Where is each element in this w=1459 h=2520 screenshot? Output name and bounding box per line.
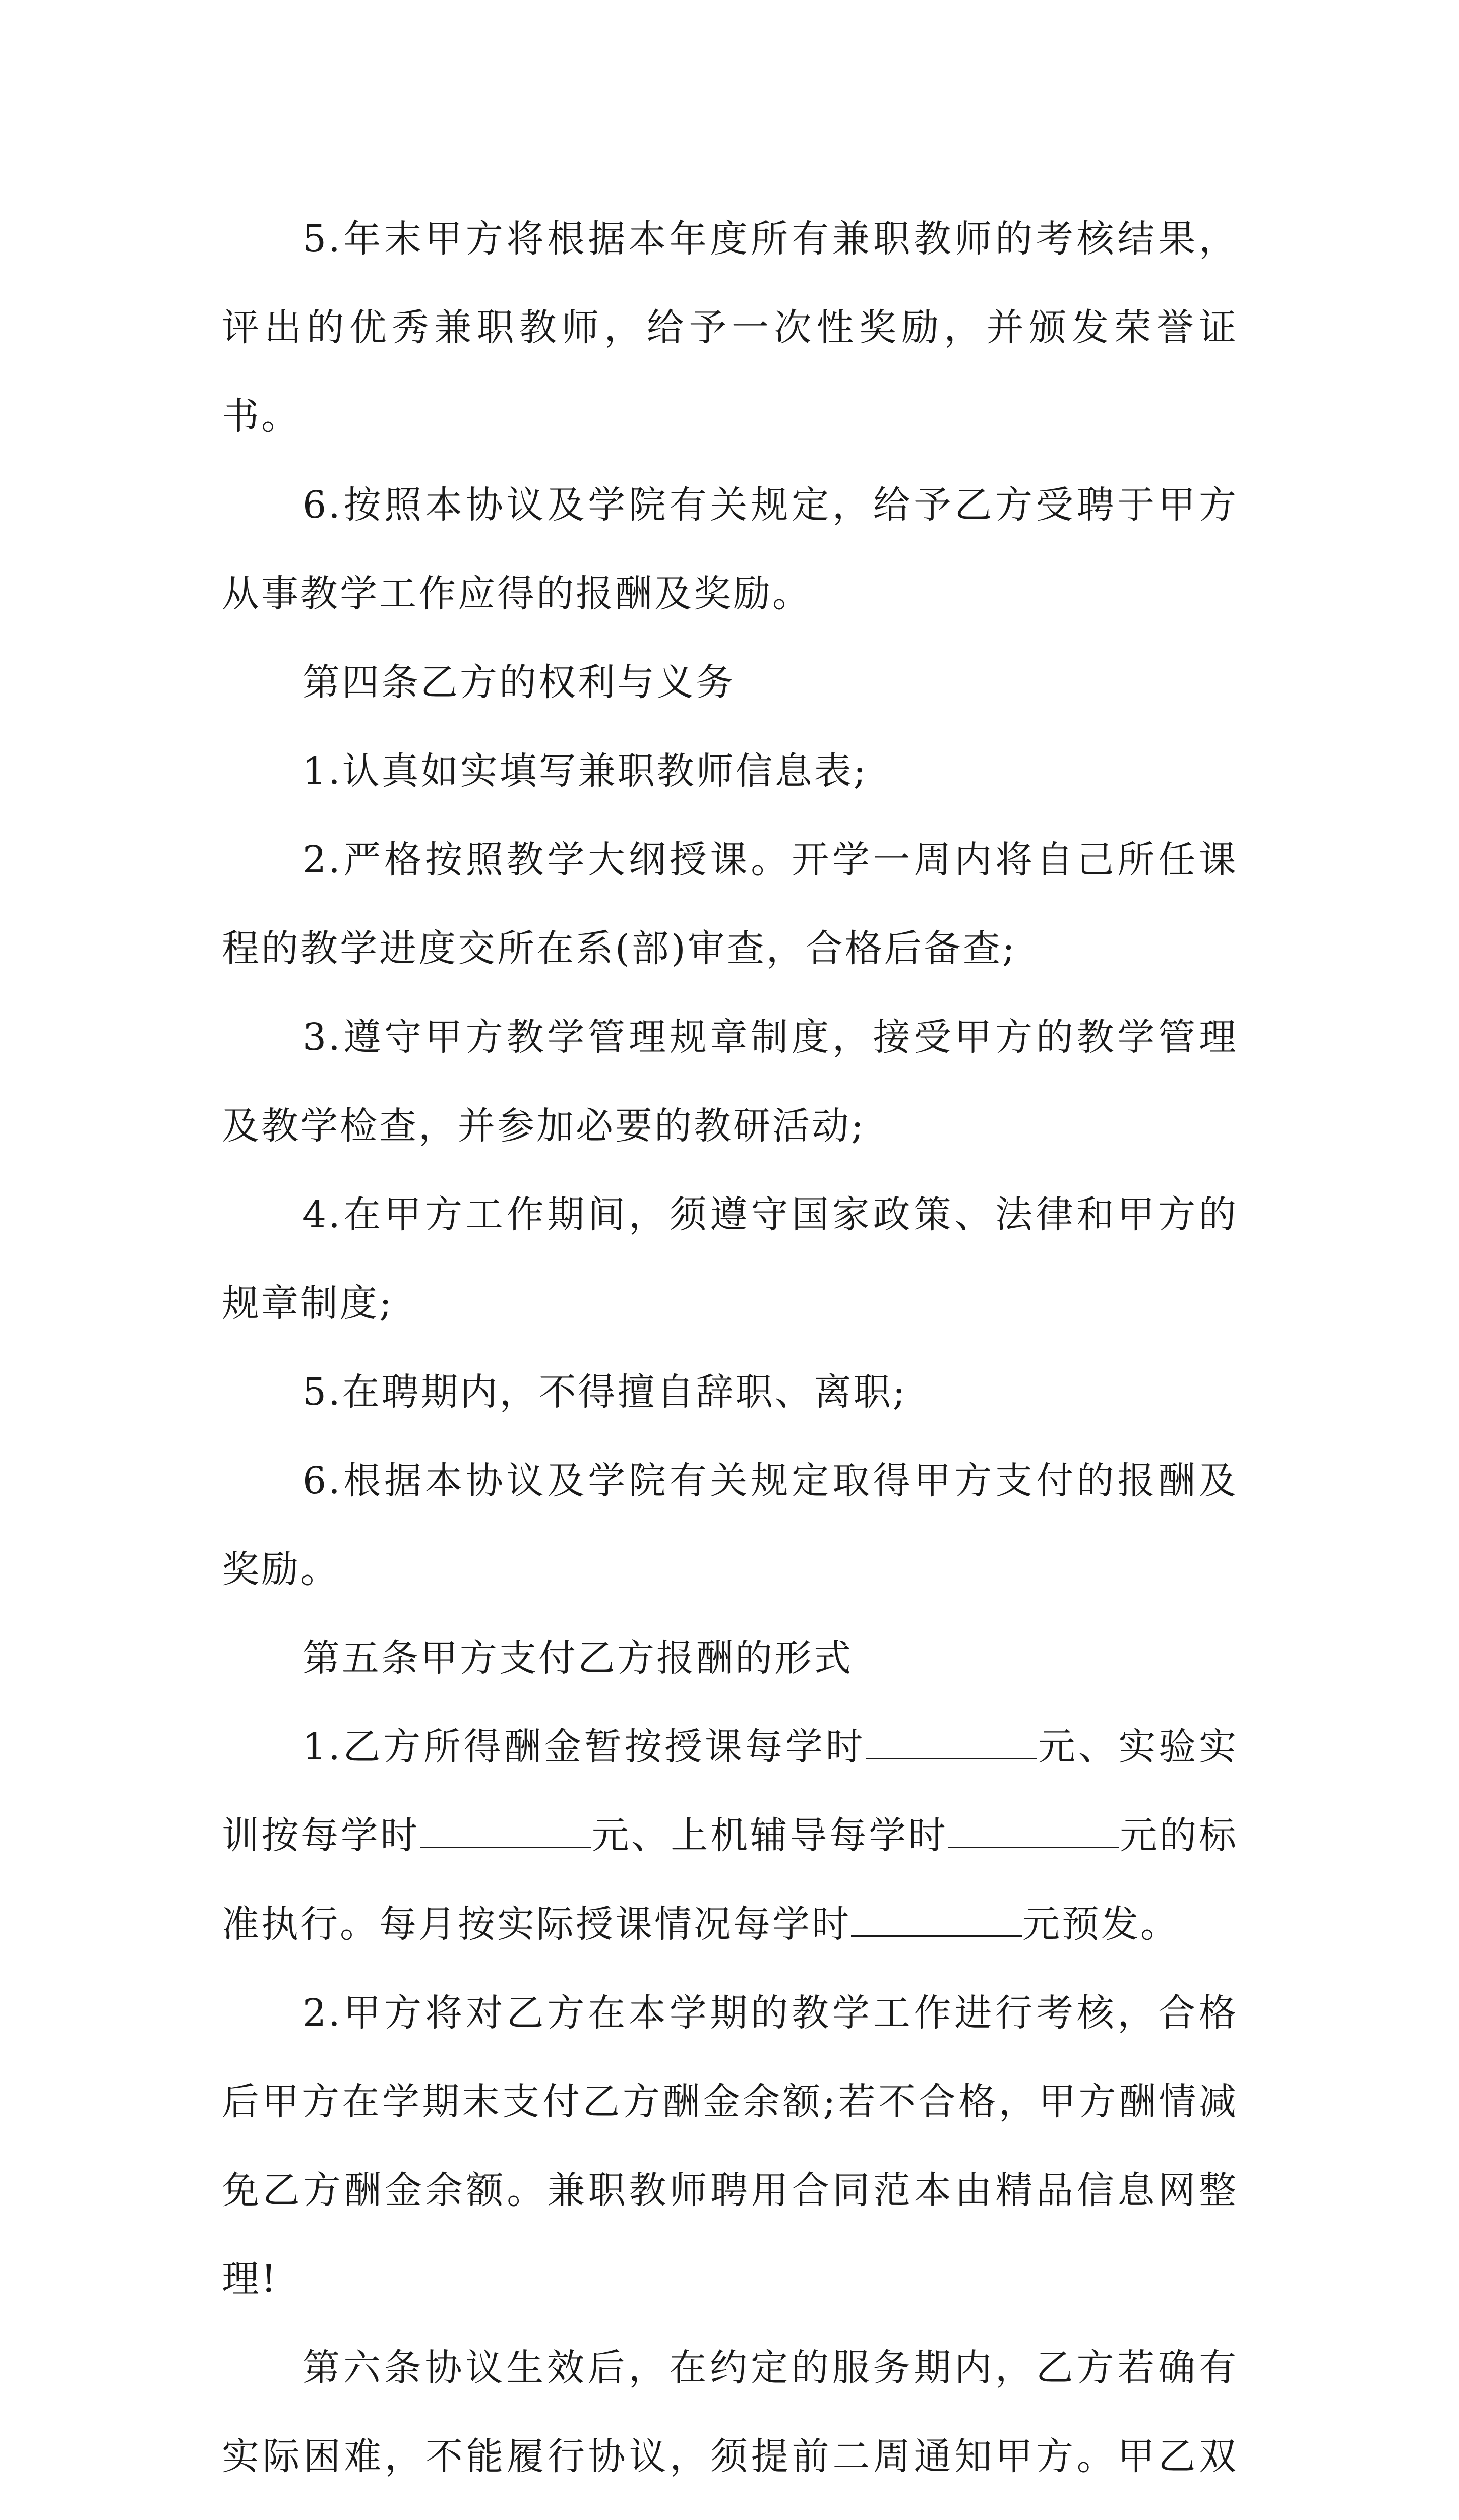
paragraph-remuneration-rights: 6.按照本协议及学院有关规定，给予乙方受聘于甲方从事教学工作应得的报酬及奖励。	[222, 483, 1238, 615]
payment-text-4: 元的标准执行。每月按实际授课情况每学时	[222, 1814, 1239, 1946]
paragraph-teach-syllabus: 2.严格按照教学大纲授课。开学一周内将自己所任课程的教学进度交所在系(部)审查，合格后备查;	[222, 838, 1238, 970]
paragraph-fill-info: 1.认真如实填写兼职教师信息表;	[302, 749, 868, 793]
paragraph-payment-rates	[222, 1703, 1238, 1969]
blank-advance-rate	[851, 1905, 1022, 1937]
paragraph-obey-law: 4.在甲方工作期间，须遵守国家政策、法律和甲方的规章制度;	[222, 1193, 1238, 1325]
blank-lecture-rate	[866, 1728, 1037, 1759]
article-four-heading: 第四条乙方的权利与义务	[302, 661, 735, 704]
paragraph-obey-rules: 3.遵守甲方教学管理规章制度，接受甲方的教学管理及教学检查，并参加必要的教研活动;	[222, 1016, 1238, 1148]
blank-computer-rate	[948, 1816, 1119, 1848]
document-body	[222, 195, 1238, 2520]
paragraph-receive-pay: 6.根据本协议及学院有关规定取得甲方支付的报酬及奖励。	[222, 1459, 1238, 1591]
article-six-paragraph: 第六条协议生效后，在约定的服务期内，乙方若确有实际困难，不能履行协议，须提前二周通知甲方。甲乙双	[222, 2346, 1238, 2478]
blank-lab-rate	[420, 1816, 591, 1848]
payment-text-5: 元预发。	[1022, 1903, 1180, 1946]
payment-text-3: 元、上机辅导每学时	[591, 1814, 948, 1857]
paragraph-assessment-payment: 2.甲方将对乙方在本学期的教学工作进行考核，合格后甲方在学期末支付乙方酬金余额;若不合格，甲方酬情减免乙方酬金余额。兼职教师聘用合同范本由精品信息网整理!	[222, 1991, 1238, 2301]
paragraph-no-resign: 5.在聘期内，不得擅自辞职、离职;	[302, 1370, 907, 1414]
paragraph-award-year-end: 5.年末甲方将根据本年度所有兼职教师的考核结果，评出的优秀兼职教师，给予一次性奖励，并颁发荣誉证书。	[222, 217, 1238, 438]
payment-text-1: 1.乙方所得酬金暂按授课每学时	[302, 1725, 866, 1769]
payment-text-2: 元、实验实训按每学时	[222, 1725, 1239, 1857]
article-five-heading: 第五条甲方支付乙方报酬的形式	[302, 1636, 853, 1680]
